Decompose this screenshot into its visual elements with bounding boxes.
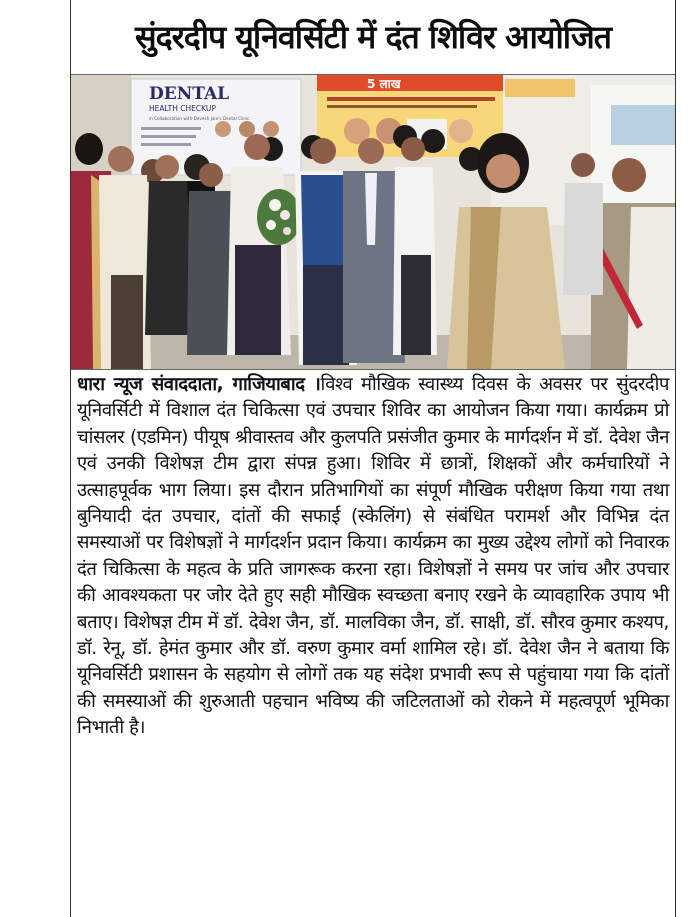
banner-subtitle: HEALTH CHECKUP bbox=[149, 104, 216, 113]
news-photo bbox=[71, 74, 675, 370]
small-sign bbox=[505, 79, 575, 97]
headline: सुंदरदीप यूनिवर्सिटी में दंत शिविर आयोजित bbox=[134, 18, 612, 56]
newspaper-clipping bbox=[70, 0, 676, 917]
window-panel bbox=[611, 105, 675, 145]
banner-note: in Collaboration with Devesh Jain's Dental Clinic bbox=[149, 116, 250, 121]
group-photo bbox=[71, 75, 675, 369]
bouquet bbox=[257, 189, 301, 245]
article-body bbox=[77, 372, 669, 742]
banner-title: DENTAL bbox=[149, 84, 230, 104]
govt-banner-title: 5 लाख bbox=[367, 77, 401, 91]
next-article-cutoff bbox=[71, 905, 675, 917]
banner-portrait-3 bbox=[263, 121, 279, 137]
banner-portrait-2 bbox=[239, 121, 255, 137]
banner-face-3 bbox=[449, 119, 473, 143]
byline: धारा न्यूज संवाददाता, गाजियाबाद । bbox=[77, 374, 321, 395]
banner-portrait-1 bbox=[215, 121, 231, 137]
article-text: विश्व मौखिक स्वास्थ्य दिवस के अवसर पर सुंदरदीप यूनिवर्सिटी में विशाल दंत चिकित्सा एवं उपचार शिविर का आयोजन किया गया। कार्यक्रम प्रो चांसलर (एडमिन) पीयूष श्रीवास्तव और कुलपति प्रसंजीत कुमार के मार्गदर्शन में डॉ. देवेश जैन एवं उनकी विशेषज्ञ टीम द्वारा संपन्न हुआ। शिविर में छात्रों, शिक्षकों और कर्मचारियों ने उत्साहपूर्वक भाग लिया। इस दौरान प्रतिभागियों का संपूर्ण मौखिक परीक्षण किया गया तथा बुनियादी दंत उपचार, दांतों की सफाई (स्केलिंग) से संबंधित परामर्श और विभिन्न दंत समस्याओं पर विशेषज्ञों ने मार्गदर्शन प्रदान किया। कार्यक्रम का मुख्य उद्देश्य लोगों को निवारक दंत चिकित्सा के महत्व के प्रति जागरूक करना रहा। विशेषज्ञों ने समय पर जांच और उपचार की आवश्यकता पर जोर देते हुए सही मौखिक स्वच्छता बनाए रखने के व्यावहारिक उपाय भी बताए। विशेषज्ञ टीम में डॉ. देवेश जैन, डॉ. मालविका जैन, डॉ. साक्षी, डॉ. सौरव कुमार कश्यप, डॉ. रेनू, डॉ. हेमंत कुमार और डॉ. वरुण कुमार वर्मा शामिल रहे। डॉ. देवेश जैन ने बताया कि यूनिवर्सिटी प्रशासन के सहयोग से लोगों तक यह संदेश प्रभावी रूप से पहुंचाया गया कि दांतों की समस्याओं की शुरुआती पहचान भविष्य की जटिलताओं को रोकने में महत्वपूर्ण भूमिका निभाती है। bbox=[77, 374, 669, 739]
